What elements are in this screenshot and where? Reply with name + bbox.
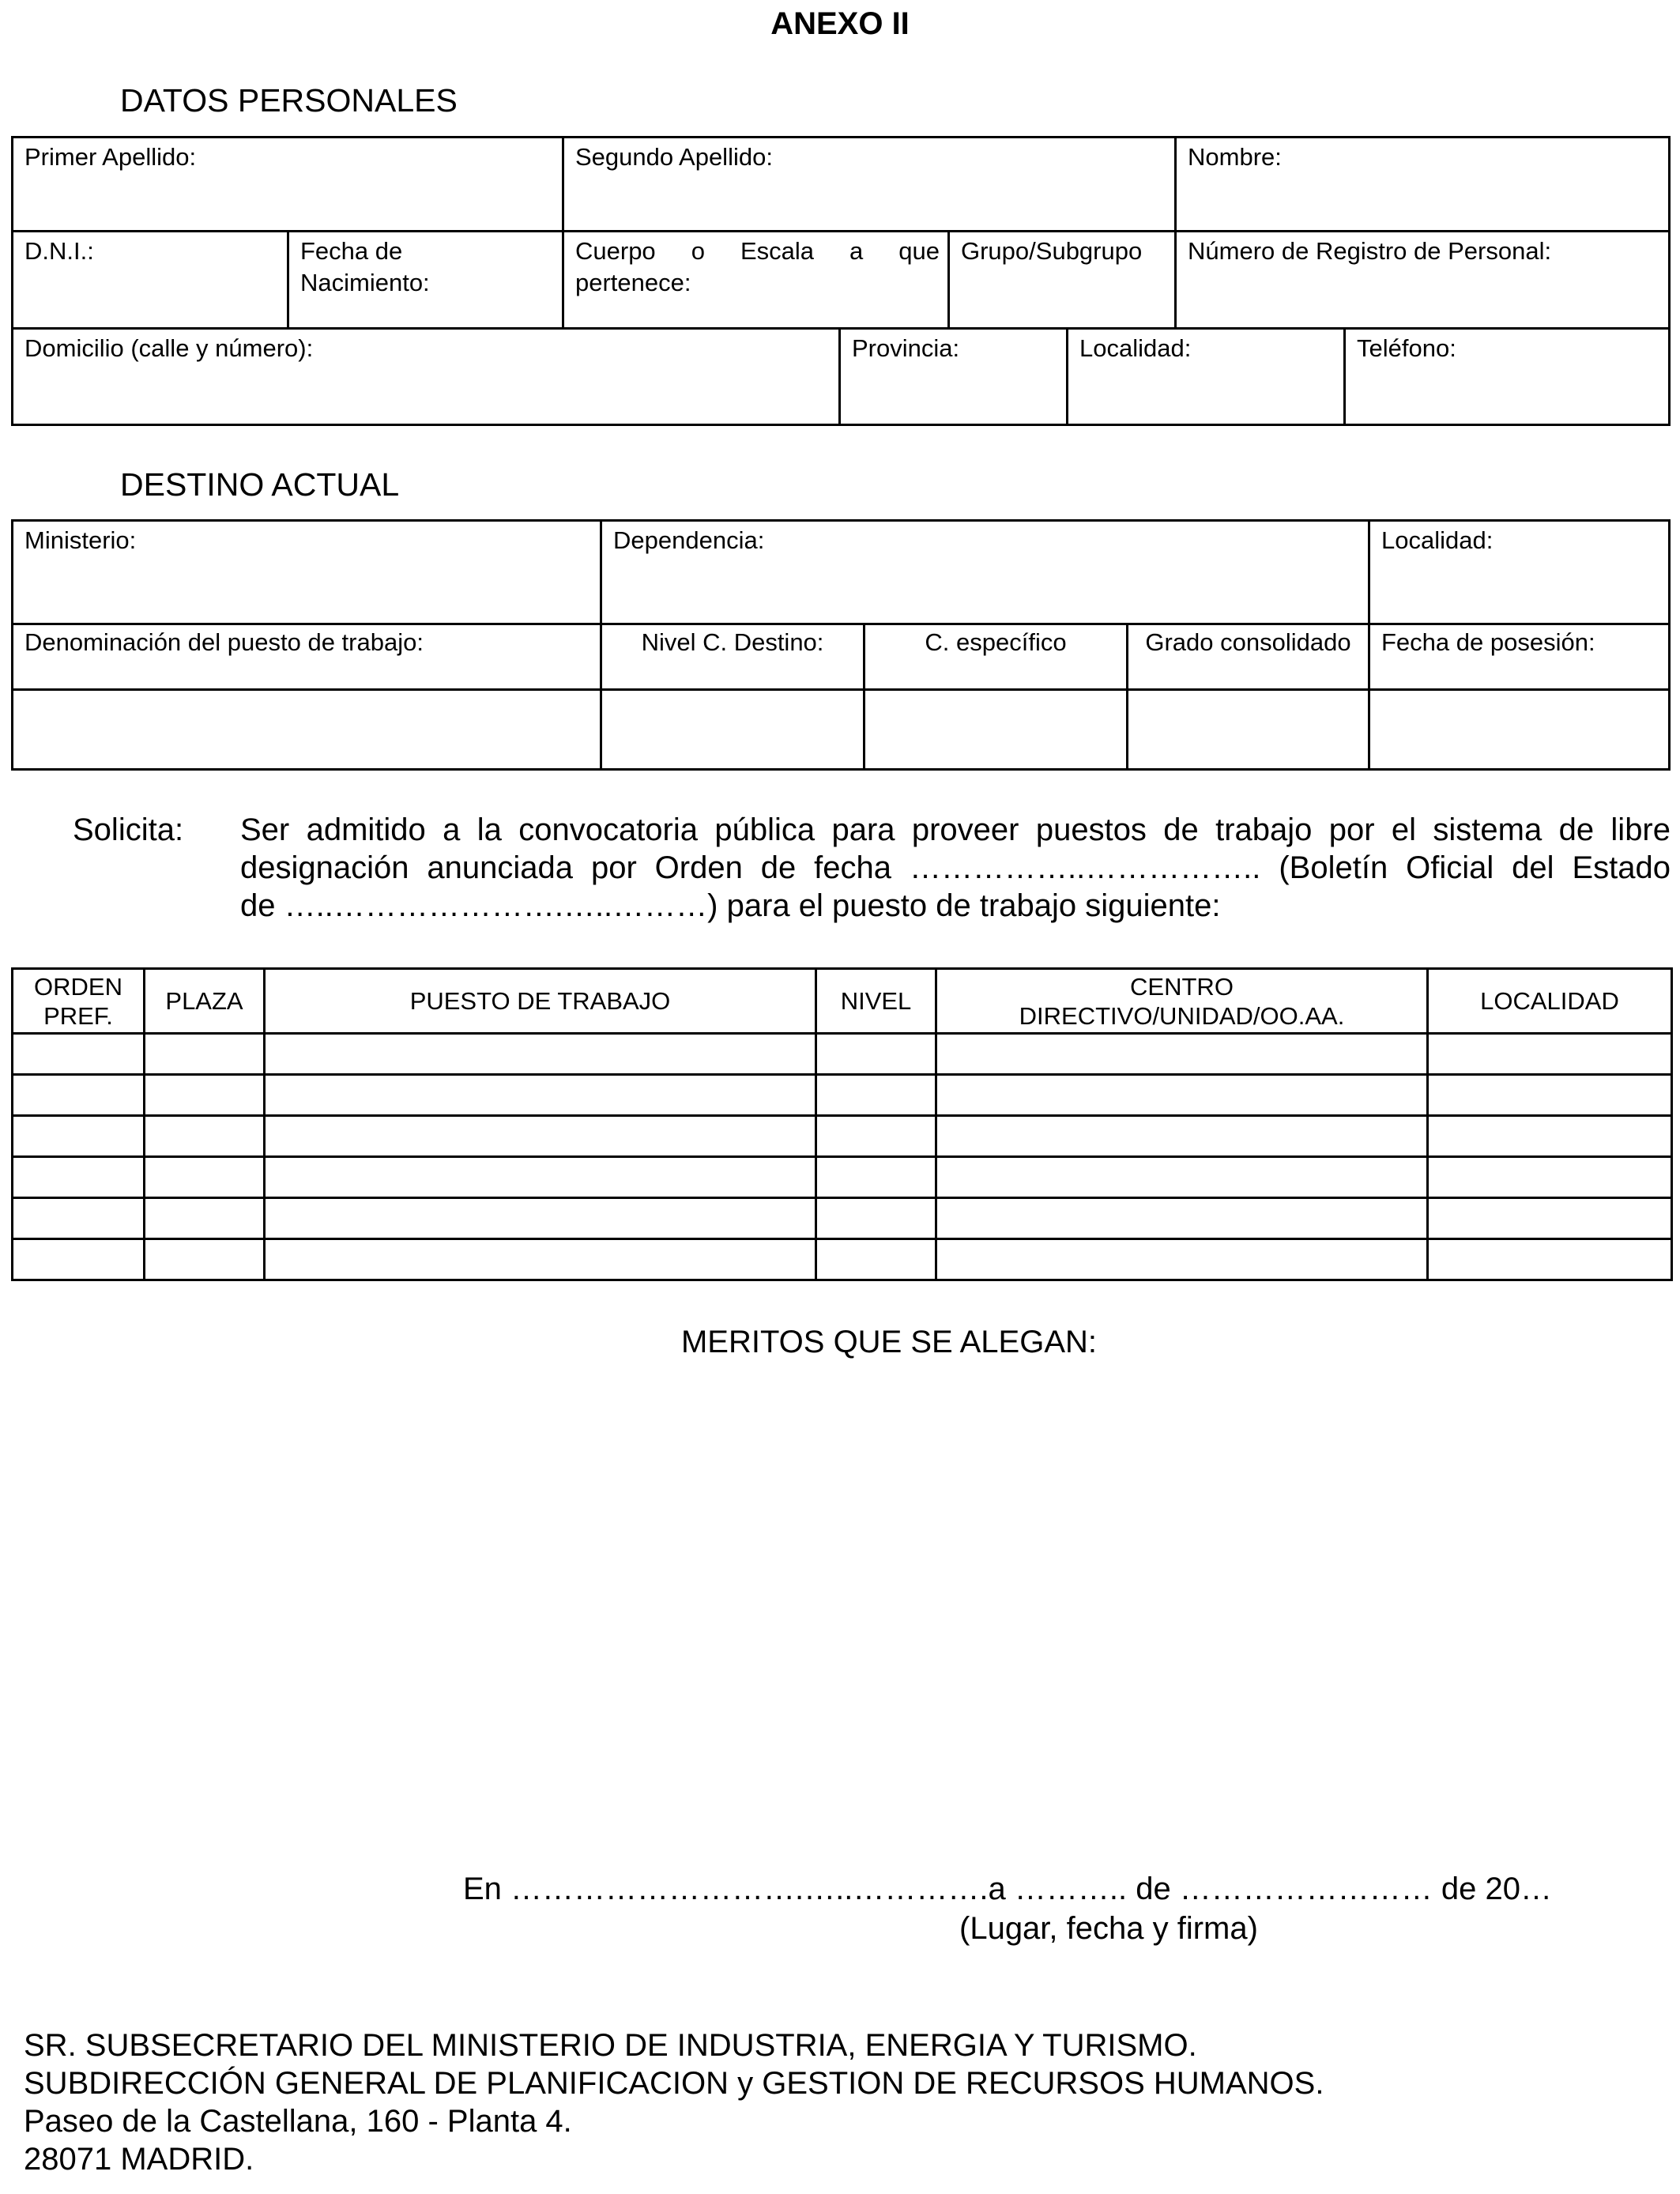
header-nivel: NIVEL xyxy=(816,969,936,1034)
denominacion-label: Denominación del puesto de trabajo: xyxy=(24,628,424,656)
table-cell[interactable] xyxy=(936,1116,1428,1157)
table-row xyxy=(13,1075,1672,1116)
table-cell[interactable] xyxy=(265,1116,816,1157)
provincia-field[interactable] xyxy=(838,327,1068,426)
fecha-posesion-label: Fecha de posesión: xyxy=(1381,628,1595,656)
puestos-table-header xyxy=(13,969,1672,1034)
table-cell[interactable] xyxy=(145,1034,265,1075)
table-cell[interactable] xyxy=(265,1198,816,1239)
table-row xyxy=(13,1239,1672,1280)
cuerpo-escala-label: Cuerpo o Escala a que pertenece: xyxy=(575,237,940,296)
ministerio-label: Ministerio: xyxy=(24,526,137,554)
table-cell[interactable] xyxy=(816,1116,936,1157)
datos-personales-heading: DATOS PERSONALES xyxy=(120,82,458,119)
c-especifico-header xyxy=(863,623,1128,691)
table-cell[interactable] xyxy=(1428,1198,1672,1239)
document-title: ANEXO II xyxy=(770,6,910,41)
table-cell[interactable] xyxy=(13,1157,145,1198)
table-cell[interactable] xyxy=(13,1239,145,1280)
table-cell[interactable] xyxy=(265,1034,816,1075)
firma-line: En ……………………….…..………….a ……….. de …………………… de 20… xyxy=(463,1872,1553,1906)
meritos-area[interactable] xyxy=(11,1375,1671,1849)
grado-consolidado-label: Grado consolidado xyxy=(1145,628,1351,656)
table-cell[interactable] xyxy=(936,1239,1428,1280)
table-cell[interactable] xyxy=(1428,1034,1672,1075)
table-cell[interactable] xyxy=(13,1075,145,1116)
table-cell[interactable] xyxy=(936,1198,1428,1239)
primer-apellido-label: Primer Apellido: xyxy=(24,143,197,171)
table-cell[interactable] xyxy=(936,1034,1428,1075)
table-cell[interactable] xyxy=(13,1116,145,1157)
table-cell[interactable] xyxy=(265,1075,816,1116)
primer-apellido-field[interactable] xyxy=(11,136,564,232)
dni-field[interactable] xyxy=(11,230,289,330)
destinatario-line-1: SR. SUBSECRETARIO DEL MINISTERIO DE INDUSTRIA, ENERGIA Y TURISMO. xyxy=(24,2028,1197,2063)
table-cell[interactable] xyxy=(936,1075,1428,1116)
table-cell[interactable] xyxy=(816,1239,936,1280)
table-cell[interactable] xyxy=(265,1239,816,1280)
dependencia-field[interactable] xyxy=(600,519,1370,625)
localidad-field[interactable] xyxy=(1066,327,1346,426)
telefono-label: Teléfono: xyxy=(1357,334,1456,362)
numero-registro-field[interactable] xyxy=(1174,230,1671,330)
table-cell[interactable] xyxy=(265,1157,816,1198)
denominacion-header xyxy=(11,623,602,691)
destino-localidad-label: Localidad: xyxy=(1381,526,1494,554)
destinatario-line-3: Paseo de la Castellana, 160 - Planta 4. xyxy=(24,2104,572,2139)
table-cell[interactable] xyxy=(145,1075,265,1116)
nombre-field[interactable] xyxy=(1174,136,1671,232)
firma-caption: (Lugar, fecha y firma) xyxy=(959,1911,1258,1946)
cuerpo-escala-field[interactable] xyxy=(562,230,950,330)
c-especifico-input[interactable] xyxy=(863,688,1128,771)
dependencia-label: Dependencia: xyxy=(613,526,765,554)
table-row xyxy=(13,1116,1672,1157)
table-row xyxy=(13,1034,1672,1075)
table-cell[interactable] xyxy=(936,1157,1428,1198)
fecha-posesion-input[interactable] xyxy=(1368,688,1671,771)
grupo-subgrupo-field[interactable] xyxy=(947,230,1177,330)
table-cell[interactable] xyxy=(816,1034,936,1075)
domicilio-field[interactable] xyxy=(11,327,841,426)
solicita-line-3: de …..………………….…..………) para el puesto de trabajo siguiente: xyxy=(240,888,1221,923)
destinatario-line-4: 28071 MADRID. xyxy=(24,2142,254,2177)
destino-localidad-field[interactable] xyxy=(1368,519,1671,625)
solicita-label: Solicita: xyxy=(73,812,184,847)
destinatario-line-2: SUBDIRECCIÓN GENERAL DE PLANIFICACION y GESTION DE RECURSOS HUMANOS. xyxy=(24,2066,1324,2101)
solicita-line-1: Ser admitido a la convocatoria pública para proveer puestos de trabajo por el sistema de libre xyxy=(240,812,1671,847)
header-localidad: LOCALIDAD xyxy=(1428,969,1672,1034)
fecha-nacimiento-label: Fecha de Nacimiento: xyxy=(300,237,430,296)
puestos-table xyxy=(11,967,1673,1281)
denominacion-input[interactable] xyxy=(11,688,602,771)
localidad-label: Localidad: xyxy=(1079,334,1192,362)
grado-consolidado-input[interactable] xyxy=(1126,688,1370,771)
header-puesto-trabajo: PUESTO DE TRABAJO xyxy=(265,969,816,1034)
segundo-apellido-label: Segundo Apellido: xyxy=(575,143,773,171)
c-especifico-label: C. específico xyxy=(925,628,1067,656)
nivel-destino-header xyxy=(600,623,865,691)
table-cell[interactable] xyxy=(1428,1157,1672,1198)
grupo-subgrupo-label: Grupo/Subgrupo xyxy=(961,237,1143,265)
ministerio-field[interactable] xyxy=(11,519,602,625)
segundo-apellido-field[interactable] xyxy=(562,136,1177,232)
telefono-field[interactable] xyxy=(1343,327,1671,426)
table-cell[interactable] xyxy=(145,1116,265,1157)
header-plaza: PLAZA xyxy=(145,969,265,1034)
fecha-nacimiento-field[interactable] xyxy=(287,230,564,330)
table-cell[interactable] xyxy=(1428,1239,1672,1280)
table-cell[interactable] xyxy=(145,1157,265,1198)
nivel-destino-input[interactable] xyxy=(600,688,865,771)
domicilio-label: Domicilio (calle y número): xyxy=(24,334,314,362)
table-cell[interactable] xyxy=(1428,1075,1672,1116)
fecha-posesion-header xyxy=(1368,623,1671,691)
table-row xyxy=(13,1198,1672,1239)
table-cell[interactable] xyxy=(816,1157,936,1198)
table-cell[interactable] xyxy=(145,1198,265,1239)
solicita-line-2: designación anunciada por Orden de fecha ……………..…………….. (Boletín Oficial del Estado xyxy=(240,850,1671,885)
grado-consolidado-header xyxy=(1126,623,1370,691)
table-cell[interactable] xyxy=(1428,1116,1672,1157)
header-orden-pref: ORDEN PREF. xyxy=(13,969,145,1034)
table-row xyxy=(13,1157,1672,1198)
numero-registro-label: Número de Registro de Personal: xyxy=(1188,237,1552,265)
provincia-label: Provincia: xyxy=(852,334,960,362)
meritos-heading: MERITOS QUE SE ALEGAN: xyxy=(680,1325,1098,1359)
table-cell[interactable] xyxy=(816,1198,936,1239)
table-cell[interactable] xyxy=(13,1034,145,1075)
nivel-destino-label: Nivel C. Destino: xyxy=(641,628,824,656)
destino-actual-heading: DESTINO ACTUAL xyxy=(120,466,400,503)
nombre-label: Nombre: xyxy=(1188,143,1282,171)
table-cell[interactable] xyxy=(145,1239,265,1280)
table-cell[interactable] xyxy=(816,1075,936,1116)
dni-label: D.N.I.: xyxy=(24,237,94,265)
header-centro-directivo: CENTRO DIRECTIVO/UNIDAD/OO.AA. xyxy=(936,969,1428,1034)
table-cell[interactable] xyxy=(13,1198,145,1239)
